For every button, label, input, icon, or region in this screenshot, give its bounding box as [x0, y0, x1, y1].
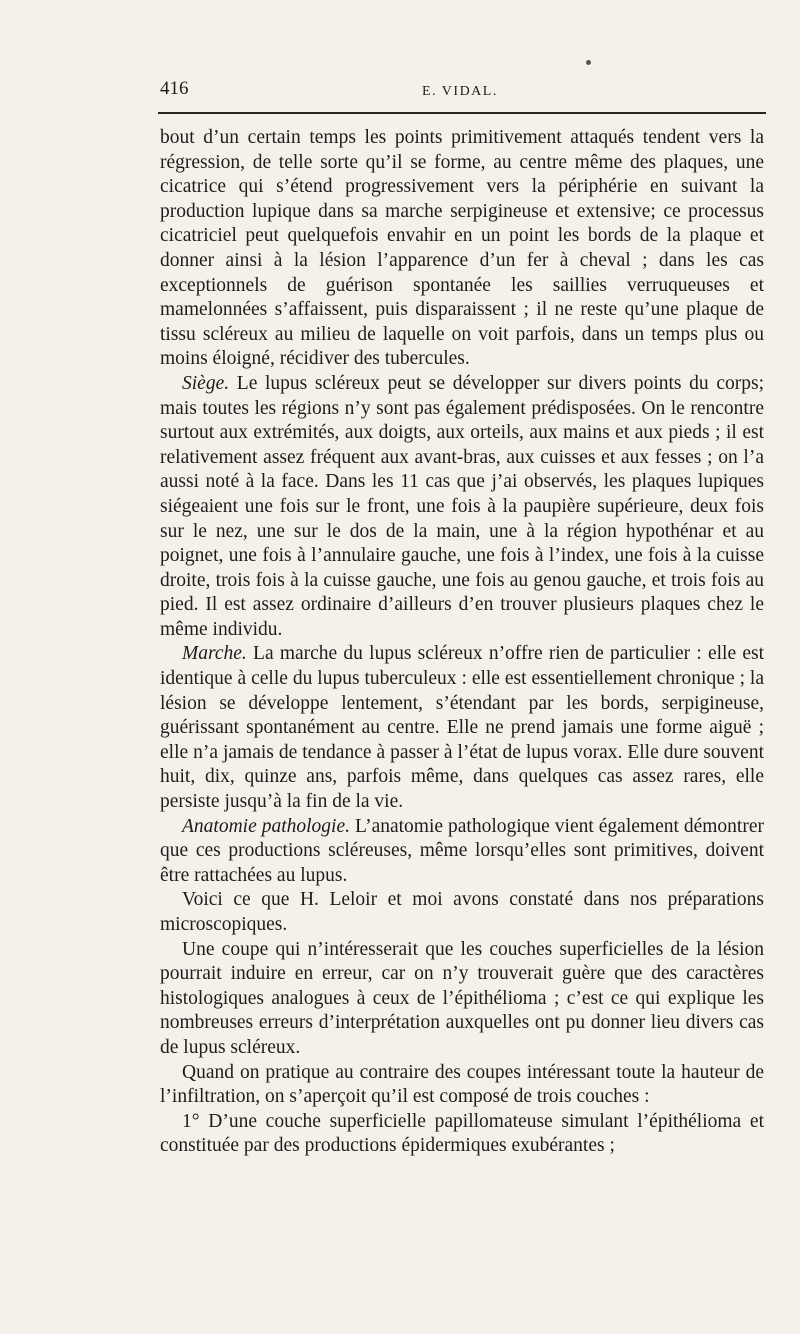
paragraph-continuation [160, 126, 764, 372]
paragraph-text: Le lupus scléreux peut se développer sur divers points du corps; mais toutes les régions n’y sont pas également prédisposées. On le rencontre surtout aux extrémités, aux doigts, aux orteils, aux mains et aux pieds ; il est relativement assez fréquent aux avant-bras, aux cuisses et aux fesses ; on l’a aussi noté à la face. Dans les 11 cas que j’ai observés, les plaques lupiques siégeaient une fois sur le front, une fois à la paupière supérieure, deux fois sur le nez, une sur le dos de la main, une à la région hypothénar et au poignet, une fois à l’annulaire gauche, une fois à l’index, une fois à la cuisse droite, trois fois à la cuisse gauche, une fois au genou gauche, et trois fois au pied. Il est assez ordinaire d’ailleurs d’en trouver plusieurs plaques chez le même individu. [160, 372, 764, 640]
running-head: E. VIDAL. [422, 84, 498, 99]
paragraph-text: bout d’un certain temps les points primitivement attaqués tendent vers la régression, de telle sorte qu’il se forme, au centre même des plaques, une cicatrice qui s’étend progressivement vers la périphérie en suivant la production lupique dans sa marche serpigineuse et extensive; ce processus cicatriciel peut quelquefois envahir en un point les bords de la plaque et donner ainsi à la lésion l’apparence d’un fer à cheval ; dans les cas exceptionnels de guérison spontanée les saillies verruqueuses et mamelonnées s’affaissent, puis disparaissent ; il ne reste qu’une plaque de tissu scléreux au milieu de laquelle on voit parfois, dans un temps plus ou moins éloigné, récidiver des tubercules. [160, 127, 764, 370]
paragraph-text: Voici ce que H. Leloir et moi avons constaté dans nos préparations microscopiques. [160, 889, 764, 935]
ink-speck [586, 60, 591, 65]
paragraph-text: Quand on pratique au contraire des coupes intéressant toute la hauteur de l’infiltration, on s’aperçoit qu’il est composé de trois couches : [160, 1061, 764, 1108]
paragraph-quand [160, 1061, 764, 1110]
page-number: 416 [160, 78, 189, 99]
paragraph-text: L’anatomie pathologique vient également démontrer que ces productions scléreuses, même lorsqu’elles sont primitives, doivent être rattachées au lupus. [160, 815, 764, 886]
section-heading: Anatomie pathologie. [182, 815, 350, 837]
paragraph-text: 1° D’une couche superficielle papillomateuse simulant l’épithélioma et constituée par des productions épidermiques exubérantes ; [160, 1110, 764, 1157]
paragraph-anatomie [160, 815, 764, 889]
page-header [160, 78, 764, 108]
paragraph-siege [160, 372, 764, 643]
section-heading: Marche. [182, 643, 247, 665]
section-heading: Siège. [182, 372, 230, 394]
paragraph-voici [160, 888, 764, 937]
paragraph-marche [160, 642, 764, 814]
header-rule [158, 112, 766, 114]
paragraph-text: Une coupe qui n’intéresserait que les couches superficielles de la lésion pourrait induire en erreur, car on n’y trouverait guère que des caractères histologiques analogues à ceux de l’épithélioma ; c’est ce qui explique les nombreuses erreurs d’interprétation auxquelles ont pu donner lieu divers cas de lupus scléreux. [160, 938, 764, 1058]
body-text [160, 126, 764, 1159]
paragraph-text: La marche du lupus scléreux n’offre rien de particulier : elle est identique à celle du lupus tuberculeux : elle est essentiellement chronique ; la lésion se développe lentement, s’étendant par les bords, serpigineuse, guérissant spontanément au centre. Elle ne prend jamais une forme aiguë ; elle n’a jamais de tendance à passer à l’état de lupus vorax. Elle dure souvent huit, dix, quinze ans, parfois même, dans quelques cas assez rares, elle persiste jusqu’à la fin de la vie. [160, 643, 765, 813]
paragraph-coupe [160, 938, 764, 1061]
paragraph-couche-1 [160, 1110, 764, 1159]
